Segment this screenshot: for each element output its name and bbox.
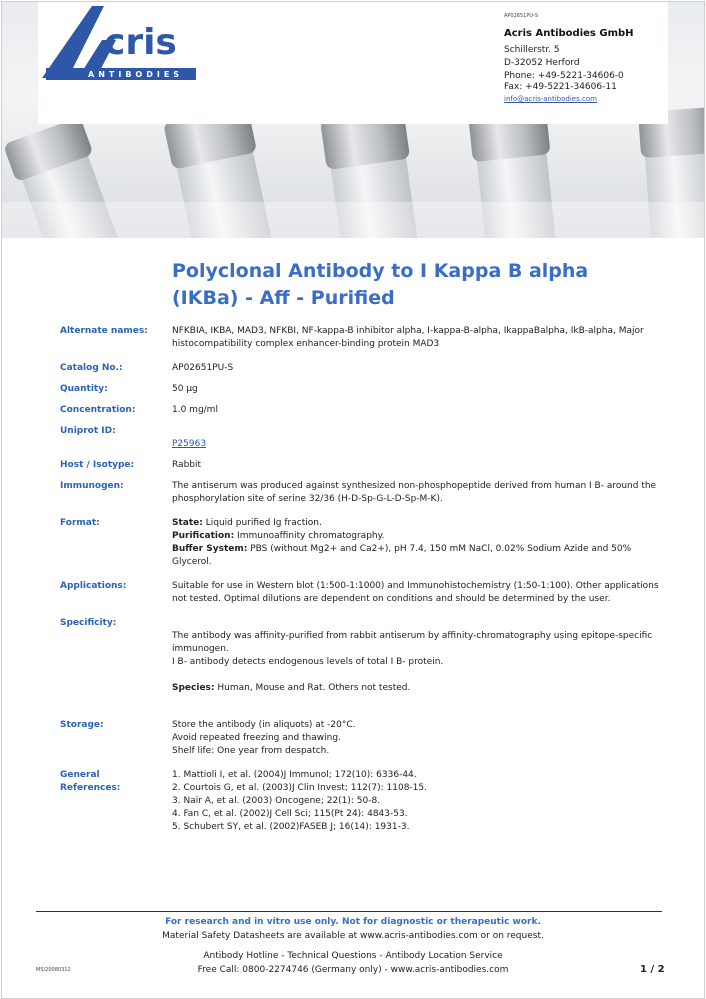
page-number: 1 / 2	[640, 964, 665, 975]
address-phone: Phone: +49-5221-34606-0	[504, 71, 624, 81]
field-label: Format:	[60, 518, 100, 528]
uniprot-link[interactable]: P25963	[172, 439, 207, 449]
format-purification: Purification: Immunoaffinity chromatography.	[172, 531, 385, 541]
format-state: State: Liquid purified Ig fraction.	[172, 518, 322, 528]
ms-code: MS/20080312	[36, 967, 71, 973]
free-call-note: Free Call: 0800-2274746 (Germany only) - www.acris-antibodies.com	[197, 965, 509, 975]
field-value: The antiserum was produced against synthesized non-phosphopeptide derived from human I B- around the phosphorylation site of serine 32/36 (H-D-Sp-G-L-D-Sp-M-K).	[172, 481, 657, 504]
field-applications	[60, 580, 660, 606]
field-label: Storage:	[60, 720, 104, 730]
product-fields	[60, 325, 660, 834]
product-title: Polyclonal Antibody to I Kappa B alpha (IKBa) - Aff - Purified	[172, 260, 589, 309]
specificity-species: Species: Human, Mouse and Rat. Others not tested.	[172, 683, 411, 693]
email-link[interactable]: info@acris-antibodies.com	[504, 95, 597, 103]
field-format	[60, 517, 660, 569]
reference-item: 4. Fan C, et al. (2002)J Cell Sci; 115(Pt 24): 4843-53.	[172, 809, 408, 819]
field-quantity	[60, 383, 660, 396]
field-concentration	[60, 404, 660, 417]
document-code: AP02651PU-S	[504, 13, 538, 19]
specificity-text: The antibody was affinity-purified from rabbit antiserum by affinity-chromatography using epitope-specific immunogen. I B- antibody detects endogenous levels of total I B- protein.	[172, 631, 653, 667]
field-value	[172, 517, 660, 569]
reference-item: 3. Nair A, et al. (2003) Oncogene; 22(1): 50-8.	[172, 796, 381, 806]
company-name: Acris Antibodies GmbH	[504, 28, 634, 39]
field-label: Alternate names:	[60, 326, 148, 336]
svg-text:ANTIBODIES: ANTIBODIES	[88, 70, 184, 79]
footer-divider	[36, 911, 662, 912]
reference-item: 2. Courtois G, et al. (2003)J Clin Invest; 112(7): 1108-15.	[172, 783, 427, 793]
field-label: Specificity:	[60, 618, 117, 628]
field-storage	[60, 719, 660, 758]
field-value	[172, 425, 660, 451]
field-uniprot-id	[60, 425, 660, 451]
field-value: Suitable for use in Western blot (1:500-1:1000) and Immunohistochemistry (1:50-1:100). Other applications not tested. Optimal dilutions are dependent on conditions and should be determined by the user.	[172, 581, 659, 604]
field-value	[172, 617, 660, 708]
field-value: NFKBIA, IKBA, MAD3, NFKBI, NF-kappa-B inhibitor alpha, I-kappa-B-alpha, IkappaBalpha, IkB-alpha, Major histocompatibility complex enhancer-binding protein MAD3	[172, 326, 644, 349]
hotline-note: Antibody Hotline - Technical Questions - Antibody Location Service	[203, 951, 503, 961]
field-label: Quantity:	[60, 384, 108, 394]
address-city: D-32052 Herford	[504, 58, 580, 68]
field-label: Catalog No.:	[60, 363, 123, 373]
field-value: AP02651PU-S	[172, 363, 234, 373]
field-label: Uniprot ID:	[60, 426, 116, 436]
field-immunogen	[60, 480, 660, 506]
format-buffer: Buffer System: PBS (without Mg2+ and Ca2+), pH 7.4, 150 mM NaCl, 0.02% Sodium Azide and 50% Glycerol.	[172, 544, 632, 567]
field-specificity	[60, 617, 660, 708]
field-alternate-names	[60, 325, 660, 351]
field-label: General References:	[60, 770, 121, 793]
field-host-isotype	[60, 459, 660, 472]
field-label: Concentration:	[60, 405, 136, 415]
field-value: 1.0 mg/ml	[172, 405, 218, 415]
acris-logo	[38, 2, 198, 82]
field-label: Immunogen:	[60, 481, 124, 491]
research-use-note: For research and in vitro use only. Not for diagnostic or therapeutic work.	[165, 917, 541, 927]
field-value: Rabbit	[172, 460, 202, 470]
field-label: Applications:	[60, 581, 127, 591]
address-street: Schillerstr. 5	[504, 45, 560, 55]
field-catalog-no	[60, 362, 660, 375]
field-general-references	[60, 769, 660, 834]
reference-item: 5. Schubert SY, et al. (2002)FASEB J; 16(14): 1931-3.	[172, 822, 410, 832]
header-banner	[2, 2, 704, 238]
logo-card	[38, 2, 668, 124]
address-fax: Fax: +49-5221-34606-11	[504, 82, 617, 92]
field-value	[172, 769, 660, 834]
field-value: 50 µg	[172, 384, 198, 394]
field-value: Store the antibody (in aliquots) at -20°C. Avoid repeated freezing and thawing. Shelf life: One year from despatch.	[172, 720, 356, 756]
field-label: Host / Isotype:	[60, 460, 135, 470]
msds-note: Material Safety Datasheets are available at www.acris-antibodies.com or on request.	[162, 931, 544, 941]
reference-item: 1. Mattioli I, et al. (2004)J Immunol; 172(10): 6336-44.	[172, 770, 417, 780]
svg-text:cris: cris	[104, 22, 177, 63]
